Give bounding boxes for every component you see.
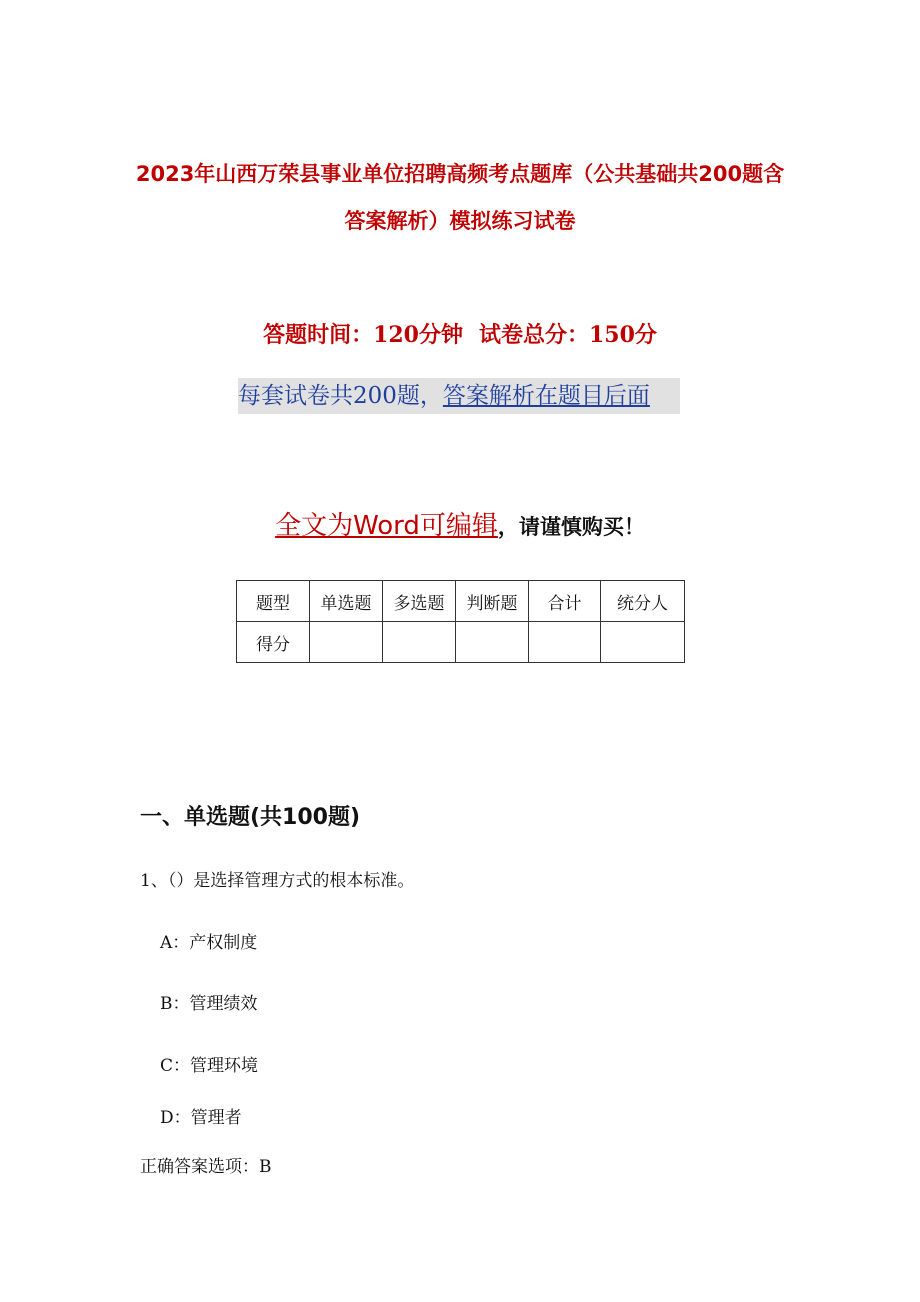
header-cell-type: 题型	[237, 581, 310, 622]
exam-total-score: 试卷总分：150分	[479, 322, 657, 348]
score-cell-total	[529, 622, 601, 663]
score-cell-multi	[383, 622, 456, 663]
score-row-label: 得分	[237, 622, 310, 663]
score-cell-single	[310, 622, 383, 663]
exam-meta	[0, 318, 920, 349]
option-d: D：管理者	[160, 1108, 242, 1128]
question-text: 1、（）是选择管理方式的根本标准。	[140, 871, 415, 891]
question-count-notice	[238, 378, 680, 414]
correct-answer: 正确答案选项：B	[140, 1157, 272, 1177]
editable-red-text: 全文为Word可编辑	[275, 511, 498, 541]
exam-time: 答题时间：120分钟	[263, 322, 463, 348]
editable-black-text: ，请谨慎购买！	[497, 515, 645, 539]
score-cell-judge	[456, 622, 529, 663]
score-table-score-row	[237, 622, 685, 663]
header-cell-total: 合计	[529, 581, 601, 622]
notice-part-2-link[interactable]: 答案解析在题目后面	[442, 383, 650, 409]
header-cell-judge: 判断题	[456, 581, 529, 622]
option-b: B：管理绩效	[160, 994, 258, 1014]
document-title-line-1: 2023年山西万荣县事业单位招聘高频考点题库（公共基础共200题含	[135, 162, 785, 186]
header-cell-single: 单选题	[310, 581, 383, 622]
option-a: A：产权制度	[160, 933, 258, 953]
score-table	[236, 580, 685, 663]
score-cell-scorer	[601, 622, 685, 663]
section-title: 一、单选题(共100题)	[140, 805, 361, 830]
header-cell-multi: 多选题	[383, 581, 456, 622]
score-table-header-row	[237, 581, 685, 622]
editable-notice	[0, 505, 920, 542]
notice-part-1: 每套试卷共200题，	[238, 383, 443, 409]
option-c: C：管理环境	[160, 1056, 259, 1076]
document-title-line-2: 答案解析）模拟练习试卷	[344, 209, 576, 233]
header-cell-scorer: 统分人	[601, 581, 685, 622]
